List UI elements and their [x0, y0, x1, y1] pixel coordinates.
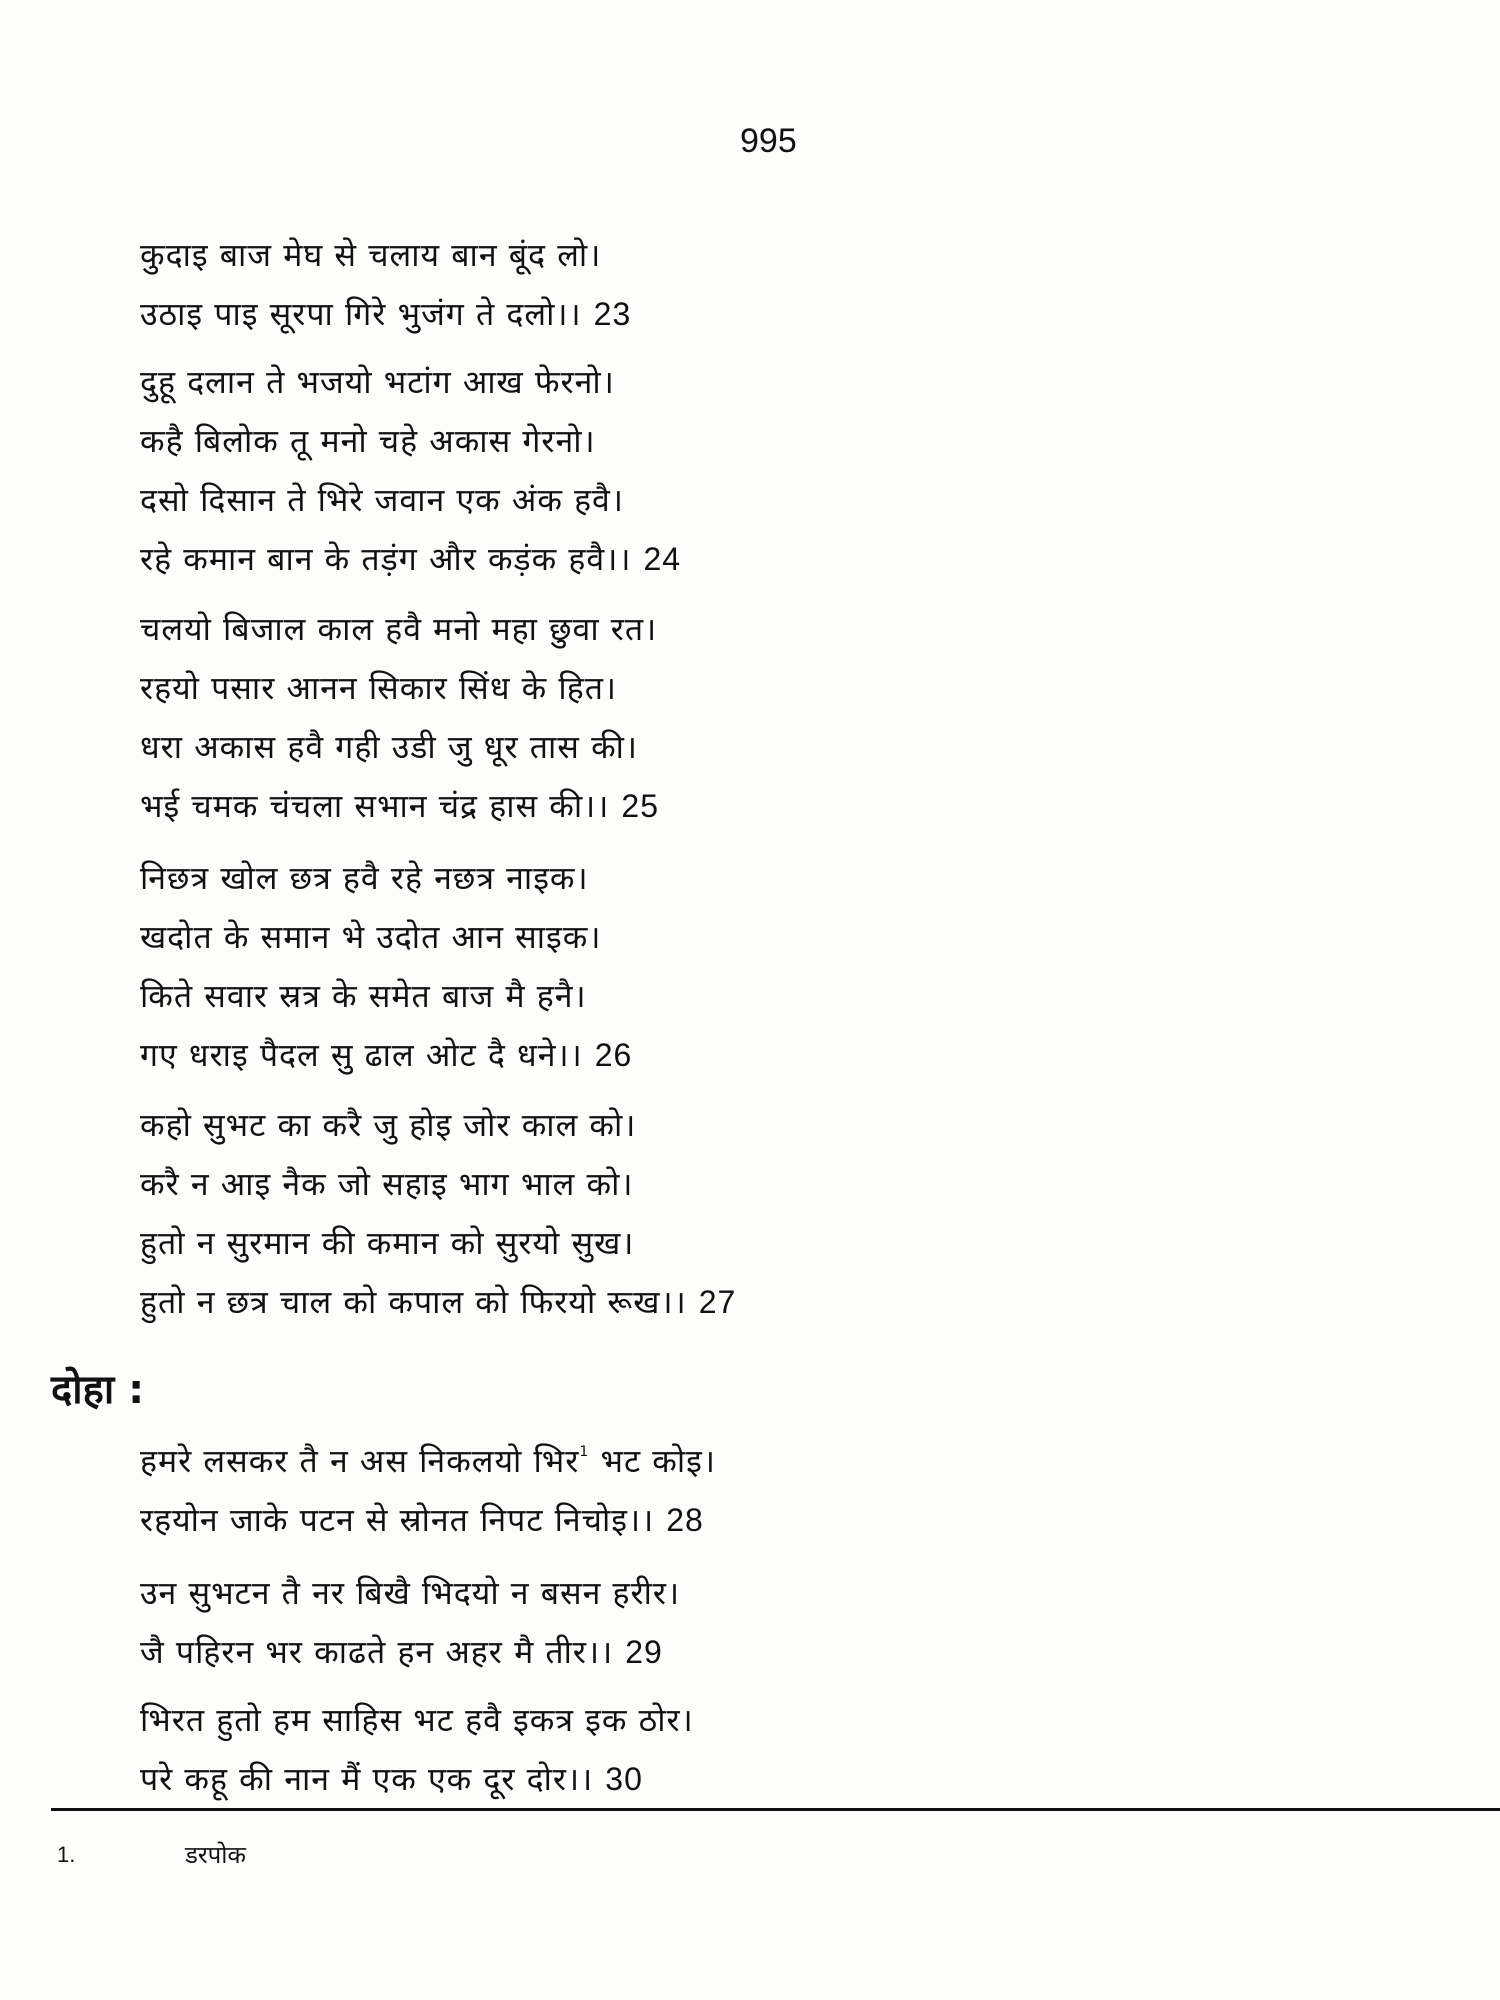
- verse-number: 27: [698, 1284, 737, 1320]
- verse-line: हुतो न सुरमान की कमान को सुरयो सुख।: [140, 1224, 635, 1262]
- verse-line: खदोत के समान भे उदोत आन साइक।: [140, 918, 602, 956]
- verse-line: कुदाइ बाज मेघ से चलाय बान बूंद लो।: [140, 236, 602, 274]
- stanza-25: [140, 600, 659, 836]
- verse-number: 30: [605, 1761, 643, 1797]
- verse-number: 26: [594, 1037, 633, 1073]
- verse-number: 23: [593, 296, 632, 332]
- verse-number: 25: [621, 788, 660, 824]
- doha-heading: दोहा :: [51, 1367, 145, 1413]
- verse-line: धरा अकास हवै गही उडी जु धूर तास की।: [140, 728, 639, 766]
- verse-text: हुतो न छत्र चाल को कपाल को फिरयो रूख।।: [140, 1283, 687, 1321]
- verse-line: [140, 777, 659, 836]
- page-number: 995: [740, 122, 797, 160]
- verse-line: [140, 1273, 736, 1332]
- verse-line: कहै बिलोक तू मनो चहे अकास गेरनो।: [140, 422, 596, 460]
- doha-29: [140, 1564, 680, 1682]
- verse-line: [140, 285, 631, 344]
- verse-line: करै न आइ नैक जो सहाइ भाग भाल को।: [140, 1165, 634, 1203]
- doha-30: [140, 1691, 694, 1809]
- verse-line: [140, 530, 681, 589]
- doha-28: [140, 1432, 716, 1550]
- verse-line: दसो दिसान ते भिरे जवान एक अंक हवै।: [140, 481, 624, 519]
- stanza-26: [140, 849, 632, 1085]
- stanza-23: [140, 226, 631, 344]
- verse-line: [140, 1623, 680, 1682]
- verse-text: हमरे लसकर तै न अस निकलयो भिर: [140, 1442, 580, 1480]
- verse-number: 24: [643, 541, 682, 577]
- verse-line: किते सवार स्रत्र के समेत बाज मै हनै।: [140, 977, 587, 1015]
- verse-line: [140, 1491, 716, 1550]
- verse-line: [140, 1432, 716, 1491]
- verse-line: [140, 1026, 632, 1085]
- verse-text: जै पहिरन भर काढते हन अहर मै तीर।।: [140, 1633, 614, 1671]
- stanza-24: [140, 353, 681, 589]
- verse-text: रहे कमान बान के तड़ंग और कड़ंक हवै।।: [140, 540, 632, 578]
- verse-text: परे कहू की नान मैं एक एक दूर दोर।।: [140, 1760, 594, 1798]
- verse-number: 29: [625, 1634, 663, 1670]
- stanza-27: [140, 1096, 736, 1332]
- verse-line: भिरत हुतो हम साहिस भट हवै इकत्र इक ठोर।: [140, 1701, 694, 1739]
- footnote-number: 1.: [57, 1842, 76, 1867]
- footnote-divider: [51, 1808, 1500, 1811]
- verse-number: 28: [666, 1502, 704, 1538]
- verse-line: दुहू दलान ते भजयो भटांग आख फेरनो।: [140, 363, 615, 401]
- verse-line: चलयो बिजाल काल हवै मनो महा छुवा रत।: [140, 610, 658, 648]
- verse-text: रहयोन जाके पटन से स्रोनत निपट निचोइ।।: [140, 1501, 655, 1539]
- footnote-ref[interactable]: 1: [579, 1444, 590, 1460]
- verse-line: रहयो पसार आनन सिकार सिंध के हित।: [140, 669, 618, 707]
- verse-line: [140, 1750, 694, 1809]
- verse-line: कहो सुभट का करै जु होइ जोर काल को।: [140, 1106, 637, 1144]
- verse-text: भट कोइ।: [589, 1442, 716, 1480]
- verse-text: उठाइ पाइ सूरपा गिरे भुजंग ते दलो।।: [140, 295, 582, 333]
- footnote-text: डरपोक: [185, 1841, 246, 1869]
- verse-text: भई चमक चंचला सभान चंद्र हास की।।: [140, 787, 610, 825]
- verse-line: उन सुभटन तै नर बिखै भिदयो न बसन हरीर।: [140, 1574, 681, 1612]
- verse-text: गए धराइ पैदल सु ढाल ओट दै धने।।: [140, 1036, 583, 1074]
- verse-line: निछत्र खोल छत्र हवै रहे नछत्र नाइक।: [140, 859, 589, 897]
